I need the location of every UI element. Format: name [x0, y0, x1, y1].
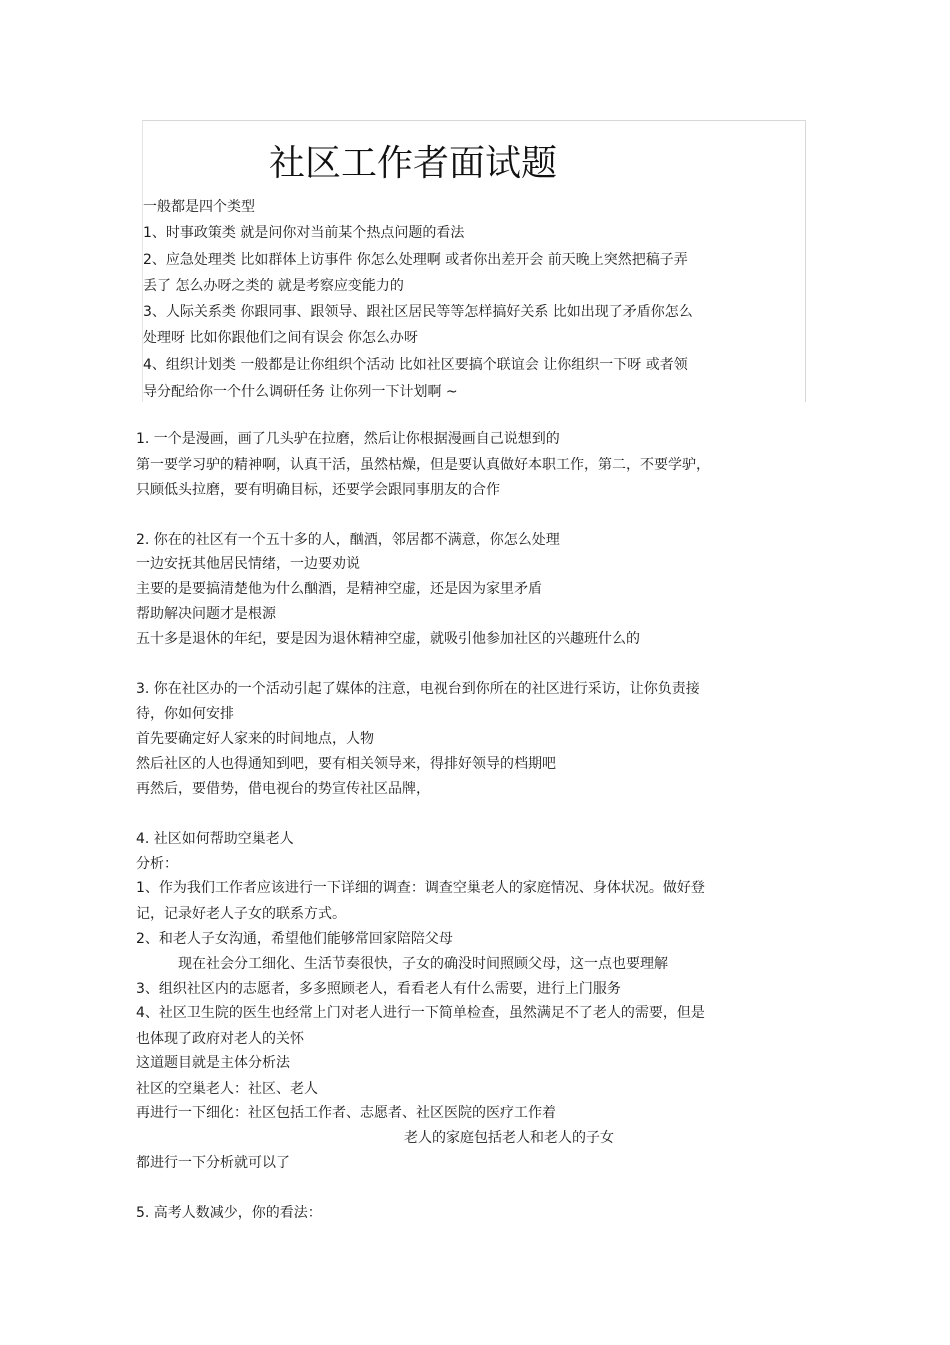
q3-line: 然后社区的人也得通知到吧，要有相关领导来，得排好领导的档期吧: [136, 756, 556, 772]
q1-line: 只顾低头拉磨，要有明确目标，还要学会跟同事朋友的合作: [136, 482, 500, 498]
intro-line: 处理呀 比如你跟他们之间有误会 你怎么办呀: [143, 330, 418, 346]
intro-line: 2、应急处理类 比如群体上访事件 你怎么处理啊 或者你出差开会 前天晚上突然把稿子弄: [143, 252, 688, 268]
q4-line: 4. 社区如何帮助空巢老人: [136, 831, 294, 847]
q2-line: 五十多是退休的年纪，要是因为退休精神空虚，就吸引他参加社区的兴趣班什么的: [136, 631, 640, 647]
intro-line: 一般都是四个类型: [143, 199, 255, 215]
q3-line: 3. 你在社区办的一个活动引起了媒体的注意，电视台到你所在的社区进行采访，让你负责接: [136, 681, 700, 697]
q4-line: 也体现了政府对老人的关怀: [136, 1031, 304, 1047]
q2-line: 2. 你在的社区有一个五十多的人，酗酒，邻居都不满意，你怎么处理: [136, 532, 560, 548]
intro-line: 3、人际关系类 你跟同事、跟领导、跟社区居民等等怎样搞好关系 比如出现了矛盾你怎么: [143, 304, 693, 320]
q4-line: 社区的空巢老人：社区、老人: [136, 1081, 318, 1097]
page-title: 社区工作者面试题: [269, 143, 558, 184]
q4-line: 2、和老人子女沟通，希望他们能够常回家陪陪父母: [136, 931, 453, 947]
q4-line: 都进行一下分析就可以了: [136, 1155, 290, 1171]
q5-line: 5. 高考人数减少，你的看法：: [136, 1205, 322, 1221]
intro-line: 1、时事政策类 就是问你对当前某个热点问题的看法: [143, 225, 465, 241]
q1-line: 1. 一个是漫画，画了几头驴在拉磨，然后让你根据漫画自己说想到的: [136, 431, 560, 447]
q4-line: 再进行一下细化：社区包括工作者、志愿者、社区医院的医疗工作着: [136, 1105, 556, 1121]
q4-line: 1、作为我们工作者应该进行一下详细的调查：调查空巢老人的家庭情况、身体状况。做好登: [136, 880, 705, 896]
q2-line: 一边安抚其他居民情绪，一边要劝说: [136, 556, 360, 572]
intro-line: 4、组织计划类 一般都是让你组织个活动 比如社区要搞个联谊会 让你组织一下呀 或者领: [143, 357, 688, 373]
q4-line: 老人的家庭包括老人和老人的子女: [404, 1130, 614, 1146]
q3-line: 首先要确定好人家来的时间地点，人物: [136, 731, 374, 747]
q3-line: 再然后，要借势，借电视台的势宣传社区品牌，: [136, 781, 430, 797]
q4-line: 现在社会分工细化、生活节奏很快，子女的确没时间照顾父母，这一点也要理解: [178, 956, 668, 972]
q2-line: 帮助解决问题才是根源: [136, 606, 276, 622]
q4-line: 4、社区卫生院的医生也经常上门对老人进行一下简单检查，虽然满足不了老人的需要，但是: [136, 1005, 705, 1021]
q2-line: 主要的是要搞清楚他为什么酗酒，是精神空虚，还是因为家里矛盾: [136, 581, 542, 597]
q4-line: 这道题目就是主体分析法: [136, 1055, 290, 1071]
q4-line: 3、组织社区内的志愿者，多多照顾老人，看看老人有什么需要，进行上门服务: [136, 981, 621, 997]
q4-line: 记，记录好老人子女的联系方式。: [136, 906, 346, 922]
q1-line: 第一要学习驴的精神啊，认真干活，虽然枯燥，但是要认真做好本职工作，第二，不要学驴，: [136, 457, 710, 473]
q3-line: 待，你如何安排: [136, 706, 234, 722]
intro-line: 丢了 怎么办呀之类的 就是考察应变能力的: [143, 278, 404, 294]
q4-line: 分析：: [136, 856, 178, 872]
intro-line: 导分配给你一个什么调研任务 让你列一下计划啊 ~: [143, 384, 458, 400]
